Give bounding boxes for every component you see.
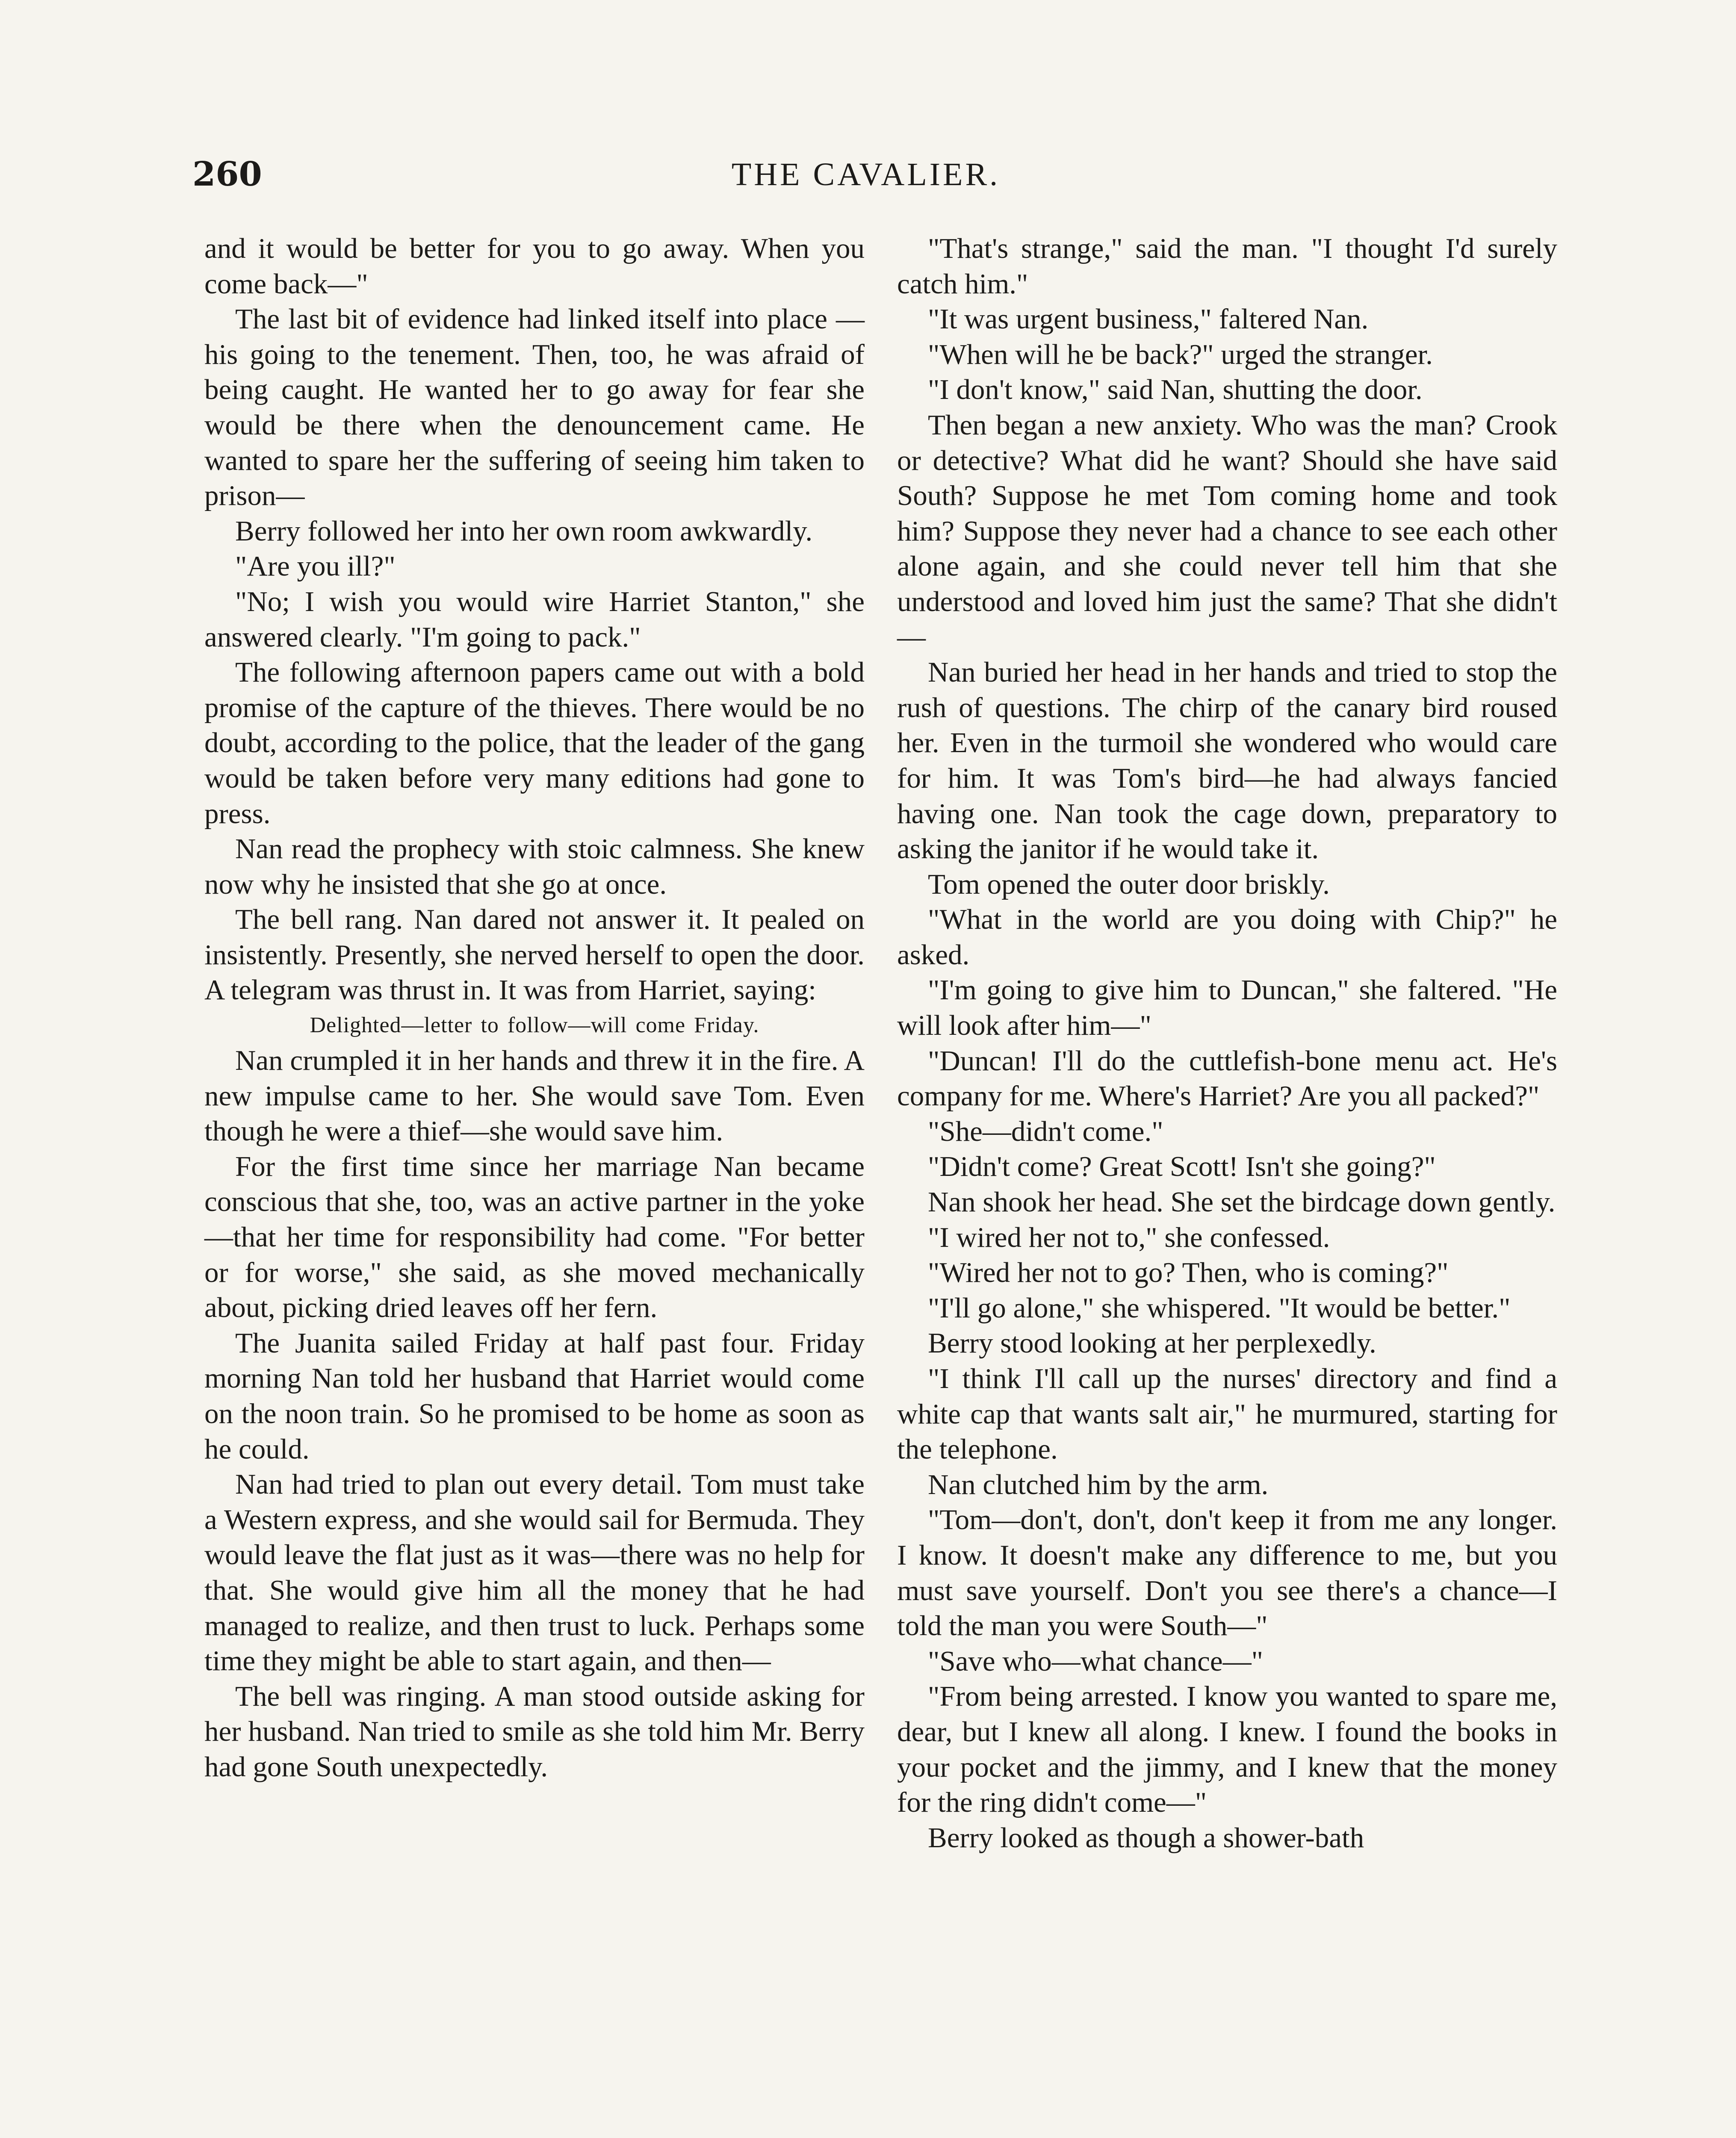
paragraph: "No; I wish you would wire Harriet Stanton," she answered clearly. "I'm going to pack." bbox=[204, 585, 865, 653]
paragraph: Nan had tried to plan out every detail. Tom must take a Western express, and she would sail for Bermuda. They would leave the flat just as it was—there was no help for that. She would give him all the money that he had managed to realize, and then trust to luck. Perhaps some time they might be able to start again, and then— bbox=[204, 1468, 865, 1677]
paragraph: "What in the world are you doing with Chip?" he asked. bbox=[897, 904, 1557, 971]
paragraph: Then began a new anxiety. Who was the man? Crook or detective? What did he want? Should she have said South? Suppose he met Tom coming home and took him? Suppose they never had a chance to see each other alone again, and she could never tell him that she understood and loved him just the same? That she didn't— bbox=[897, 409, 1557, 653]
paragraph: Nan clutched him by the arm. bbox=[928, 1468, 1269, 1500]
paragraph: Tom opened the outer door briskly. bbox=[928, 868, 1330, 900]
page-number: 260 bbox=[192, 155, 262, 194]
paragraph: Nan read the prophecy with stoic calmness. She knew now why he insisted that she go at once. bbox=[204, 833, 865, 900]
paragraph: "Didn't come? Great Scott! Isn't she going?" bbox=[928, 1151, 1436, 1183]
paragraph: Berry followed her into her own room awkwardly. bbox=[235, 515, 813, 547]
paragraph: "Tom—don't, don't, don't keep it from me any longer. I know. It doesn't make any difference to me, but you must save yourself. Don't you see there's a chance—I told the man you were South—" bbox=[897, 1504, 1557, 1642]
paragraph: Nan shook her head. She set the birdcage down gently. bbox=[928, 1186, 1556, 1218]
paragraph: "I'll go alone," she whispered. "It would be better." bbox=[928, 1292, 1511, 1324]
paragraph: For the first time since her marriage Nan became conscious that she, too, was an active partner in the yoke—that her time for responsibility had come. "For better or for worse," she said, as she moved mechanically about, picking dried leaves off her fern. bbox=[204, 1150, 865, 1324]
right-text-column bbox=[897, 231, 1557, 1855]
paragraph: Berry looked as though a shower-bath bbox=[928, 1822, 1364, 1854]
paragraph: "From being arrested. I know you wanted to spare me, dear, but I knew all along. I knew. I found the books in your pocket and the jimmy, and I knew that the money for the ring didn't come—" bbox=[897, 1680, 1557, 1819]
paragraph: "I don't know," said Nan, shutting the door. bbox=[928, 374, 1423, 406]
left-text-column bbox=[204, 231, 865, 1785]
paragraph: "Wired her not to go? Then, who is coming?" bbox=[928, 1257, 1449, 1289]
running-title: THE CAVALIER. bbox=[731, 157, 1001, 192]
paragraph: The last bit of evidence had linked itself into place — his going to the tenement. Then, too, he was afraid of being caught. He wanted her to go away for fear she would be there when the denouncement came. He wanted to spare her the suffering of seeing him taken to prison— bbox=[204, 303, 865, 512]
paragraph: The bell was ringing. A man stood outside asking for her husband. Nan tried to smile as she told him Mr. Berry had gone South unexpectedly. bbox=[204, 1680, 865, 1783]
paragraph: "I wired her not to," she confessed. bbox=[928, 1221, 1330, 1253]
paragraph: The Juanita sailed Friday at half past four. Friday morning Nan told her husband that Harriet would come on the noon train. So he promised to be home as soon as he could. bbox=[204, 1327, 865, 1465]
paragraph: "I'm going to give him to Duncan," she faltered. "He will look after him—" bbox=[897, 974, 1557, 1042]
paragraph: "Duncan! I'll do the cuttlefish-bone menu act. He's company for me. Where's Harriet? Are you all packed?" bbox=[897, 1045, 1557, 1112]
paragraph: "Save who—what chance—" bbox=[928, 1645, 1264, 1677]
page-header bbox=[192, 149, 1539, 200]
paragraph: "It was urgent business," faltered Nan. bbox=[928, 303, 1369, 335]
paragraph: The following afternoon papers came out with a bold promise of the capture of the thieves. There would be no doubt, according to the police, that the leader of the gang would be taken before very many editions had gone to press. bbox=[204, 656, 865, 830]
paragraph: "That's strange," said the man. "I thought I'd surely catch him." bbox=[897, 233, 1557, 300]
paragraph: Berry stood looking at her perplexedly. bbox=[928, 1327, 1376, 1359]
telegram-text: Delighted—letter to follow—will come Friday. bbox=[310, 1013, 759, 1038]
paragraph: and it would be better for you to go away. When you come back—" bbox=[204, 233, 865, 300]
paragraph: "Are you ill?" bbox=[235, 550, 396, 582]
paragraph: "I think I'll call up the nurses' directory and find a white cap that wants salt air," he murmured, starting for the telephone. bbox=[897, 1363, 1557, 1465]
paragraph: The bell rang. Nan dared not answer it. It pealed on insistently. Presently, she nerved herself to open the door. A telegram was thrust in. It was from Harriet, saying: bbox=[204, 904, 865, 1006]
paragraph: Nan buried her head in her hands and tried to stop the rush of questions. The chirp of the canary bird roused her. Even in the turmoil she wondered who would care for him. It was Tom's bird—he had always fancied having one. Nan took the cage down, preparatory to asking the janitor if he would take it. bbox=[897, 656, 1557, 865]
paragraph: Nan crumpled it in her hands and threw it in the fire. A new impulse came to her. She would save Tom. Even though he were a thief—she would save him. bbox=[204, 1045, 865, 1147]
paragraph: "When will he be back?" urged the stranger. bbox=[928, 338, 1433, 370]
paragraph: "She—didn't come." bbox=[928, 1115, 1163, 1147]
